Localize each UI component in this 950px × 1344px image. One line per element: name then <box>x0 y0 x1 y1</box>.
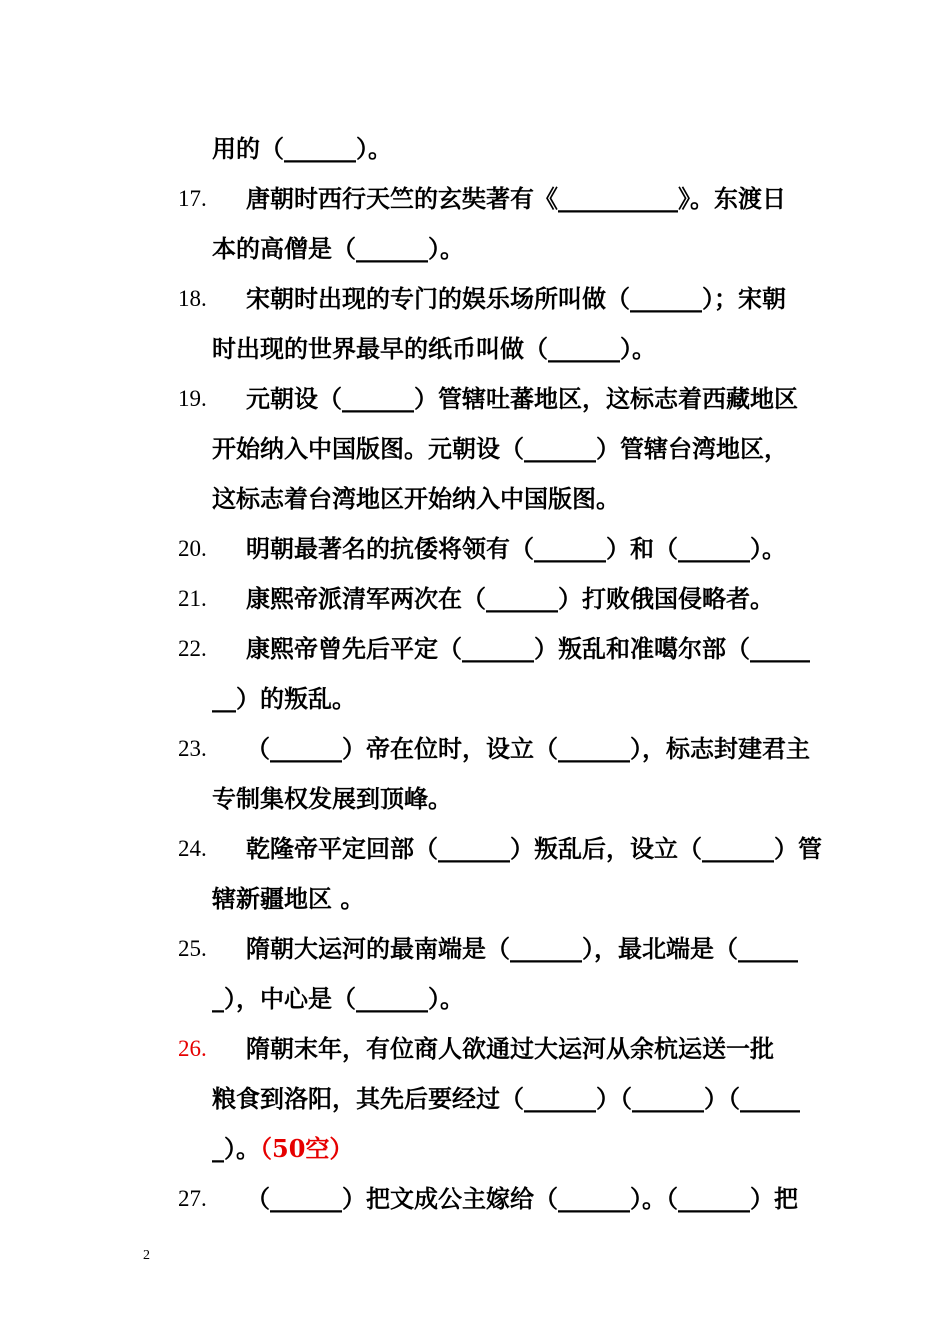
page-number: 2 <box>143 1248 150 1263</box>
question-text: 隋朝大运河的最南端是（______），最北端是（_____ <box>246 934 798 963</box>
question-number: 26. <box>178 1036 207 1061</box>
question-text: 隋朝末年，有位商人欲通过大运河从余杭运送一批 <box>246 1034 774 1063</box>
question-text: 明朝最著名的抗倭将领有（______）和（______）。 <box>246 534 786 563</box>
question-text: 元朝设（______）管辖吐蕃地区，这标志着西藏地区 <box>246 384 798 413</box>
question-text: __）的叛乱。 <box>212 684 356 713</box>
question-text: 宋朝时出现的专门的娱乐场所叫做（______）；宋朝 <box>246 284 786 313</box>
question-text: _），中心是（______）。 <box>212 984 464 1013</box>
question-text: （______）把文成公主嫁给（______）。（______）把 <box>246 1184 798 1213</box>
question-text: 本的高僧是（______）。 <box>212 234 464 263</box>
question-number: 22. <box>178 636 207 661</box>
question-text: （______）帝在位时，设立（______），标志封建君主 <box>246 734 810 763</box>
question-number: 20. <box>178 536 207 561</box>
question-number: 27. <box>178 1186 207 1211</box>
question-number: 19. <box>178 386 207 411</box>
question-text: 康熙帝曾先后平定（______）叛乱和准噶尔部（_____ <box>246 634 810 663</box>
question-number: 24. <box>178 836 207 861</box>
question-text: 粮食到洛阳，其先后要经过（______）（______）（_____ <box>212 1084 800 1113</box>
question-text: 这标志着台湾地区开始纳入中国版图。 <box>212 484 620 513</box>
question-number: 21. <box>178 586 207 611</box>
question-number: 23. <box>178 736 207 761</box>
question-text: 辖新疆地区 。 <box>212 884 365 913</box>
question-number: 25. <box>178 936 207 961</box>
blank-count-note: （50空） <box>260 1134 354 1163</box>
question-text: 康熙帝派清军两次在（______）打败俄国侵略者。 <box>246 584 774 613</box>
question-text: 用的（______）。 <box>212 134 392 163</box>
question-number: 17. <box>178 186 207 211</box>
question-text: 乾隆帝平定回部（______）叛乱后，设立（______）管 <box>246 834 822 863</box>
question-text: 专制集权发展到顶峰。 <box>212 784 452 813</box>
question-text: _）。（50空） <box>212 1134 354 1163</box>
question-text: 唐朝时西行天竺的玄奘著有《__________》。东渡日 <box>246 184 786 213</box>
question-text: 开始纳入中国版图。元朝设（______）管辖台湾地区， <box>212 434 788 463</box>
question-number: 18. <box>178 286 207 311</box>
question-text: 时出现的世界最早的纸币叫做（______）。 <box>212 334 656 363</box>
